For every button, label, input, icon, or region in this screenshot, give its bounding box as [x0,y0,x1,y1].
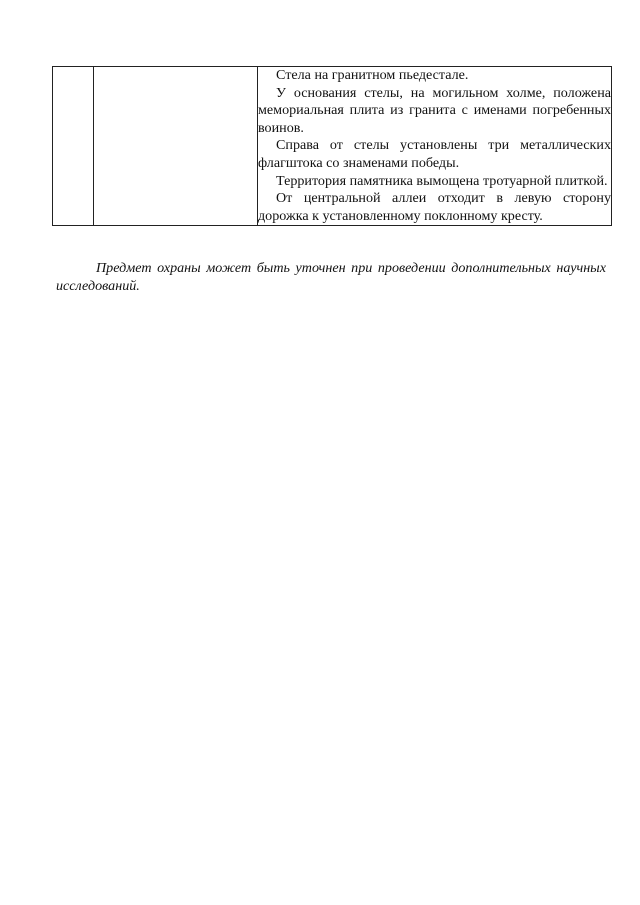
description-paragraph: Территория памятника вымощена тротуарной плиткой. [276,172,608,189]
description-paragraph: Справа от стелы установлены три металлических флагштока со знаменами победы. [258,137,611,171]
description-cell [258,67,612,226]
clarification-note: Предмет охраны может быть уточнен при проведении дополнительных научных исследований. [56,260,606,294]
description-paragraph: У основания стелы, на могильном холме, положена мемориальная плита из гранита с именами погребенных воинов. [258,84,611,136]
description-paragraph: От центральной аллеи отходит в левую сторону дорожка к установленному поклонному кресту. [258,190,611,224]
protection-subject-table [52,66,612,226]
object-name-cell [94,67,258,226]
description-paragraph: Стела на гранитном пьедестале. [276,67,469,83]
row-number-cell [53,67,94,226]
table-row [53,67,612,226]
